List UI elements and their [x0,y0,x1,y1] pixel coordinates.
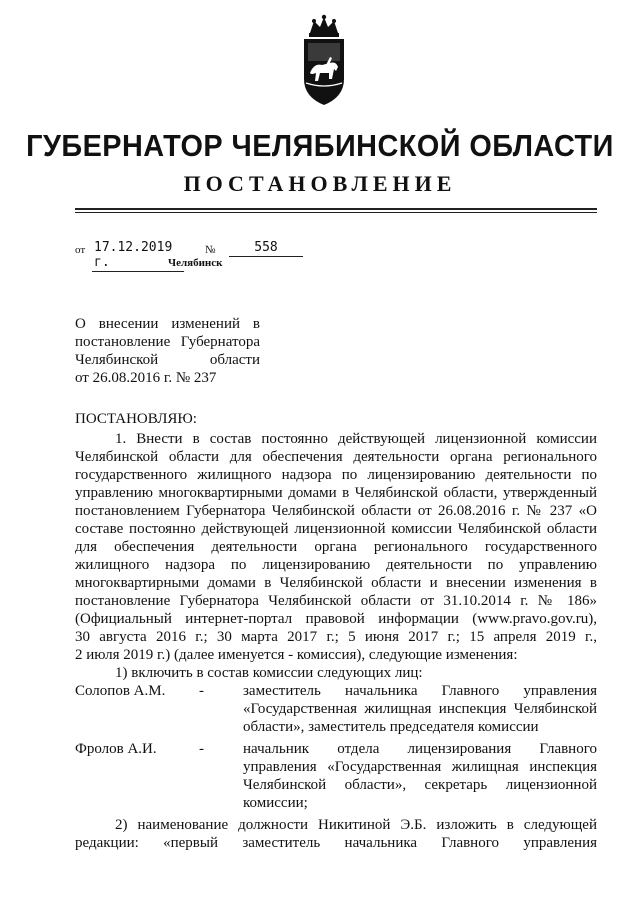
from-label: от [75,244,86,256]
item-2-line: редакции: «первый заместитель начальника Главного управления [75,835,597,851]
member-desc-line: «Государственная жилищная инспекция Челябинской [243,701,597,717]
member-name: Солопов А.М. [75,683,166,699]
body-line: 1. Внести в состав постоянно действующей лицензионной комиссии [115,431,597,447]
item-2-line: 2) наименование должности Никитиной Э.Б. изложить в следующей [115,817,597,833]
body-line: государственного жилищного надзора по лицензированию деятельности по [75,467,597,483]
body-line: управлению многоквартирными домами в Челябинской области, утвержденный [75,485,597,501]
document-body [75,430,597,852]
document-date: 17.12.2019 г. [92,240,184,272]
document-number: 558 [229,240,303,257]
member-desc-line: комиссии; [243,795,308,811]
body-line: жилищного надзора по лицензированию деятельности по управлению [75,557,597,573]
document-subject [75,315,260,387]
member-row [75,682,597,736]
body-line: для обеспечения деятельности органа регионального государственного [75,539,597,555]
body-line: постановление Губернатора Челябинской области от 31.10.2014 г. № 186» [75,593,597,609]
header-rule [75,208,597,210]
member-dash: - [199,683,204,699]
member-desc-line: начальник отдела лицензирования Главного [243,741,597,757]
member-row [75,740,597,812]
item-1: 1) включить в состав комиссии следующих лиц: [115,665,423,681]
resolve-heading: ПОСТАНОВЛЯЮ: [75,411,197,427]
subject-line: постановление Губернатора [75,334,260,350]
member-desc-line: области», заместитель председателя комиссии [243,719,539,735]
coat-of-arms-icon [296,13,352,108]
subject-line: от 26.08.2016 г. № 237 [75,370,217,386]
member-dash: - [199,741,204,757]
city-label: Челябинск [168,257,223,269]
document-type: ПОСТАНОВЛЕНИЕ [183,171,457,196]
subject-line: Челябинской области [75,352,260,368]
governor-title: ГУБЕРНАТОР ЧЕЛЯБИНСКОЙ ОБЛАСТИ [26,128,614,163]
body-line: составе постоянно действующей лицензионной комиссии Челябинской области [75,521,597,537]
member-desc-line: Челябинской области», секретарь лицензионной [243,777,597,793]
body-line: постановлением Губернатора Челябинской области от 26.08.2016 г. № 237 «О [75,503,597,519]
body-line: 30 августа 2016 г.; 30 марта 2017 г.; 5 июня 2017 г.; 15 апреля 2019 г., [75,629,597,645]
body-line: многоквартирными домами в Челябинской области и внесении изменения в [75,575,597,591]
number-label: № [205,244,216,256]
member-name: Фролов А.И. [75,741,157,757]
member-desc-line: заместитель начальника Главного управления [243,683,597,699]
body-line: (Официальный интернет-портал правовой информации (www.pravo.gov.ru), [75,611,597,627]
header-rule-thin [75,212,597,213]
body-line: Челябинской области для обеспечения деятельности органа регионального [75,449,597,465]
body-line: 2 июля 2019 г.) (далее именуется - комиссия), следующие изменения: [75,647,518,663]
member-desc-line: управления «Государственная жилищная инспекция [243,759,597,775]
subject-line: О внесении изменений в [75,316,260,332]
